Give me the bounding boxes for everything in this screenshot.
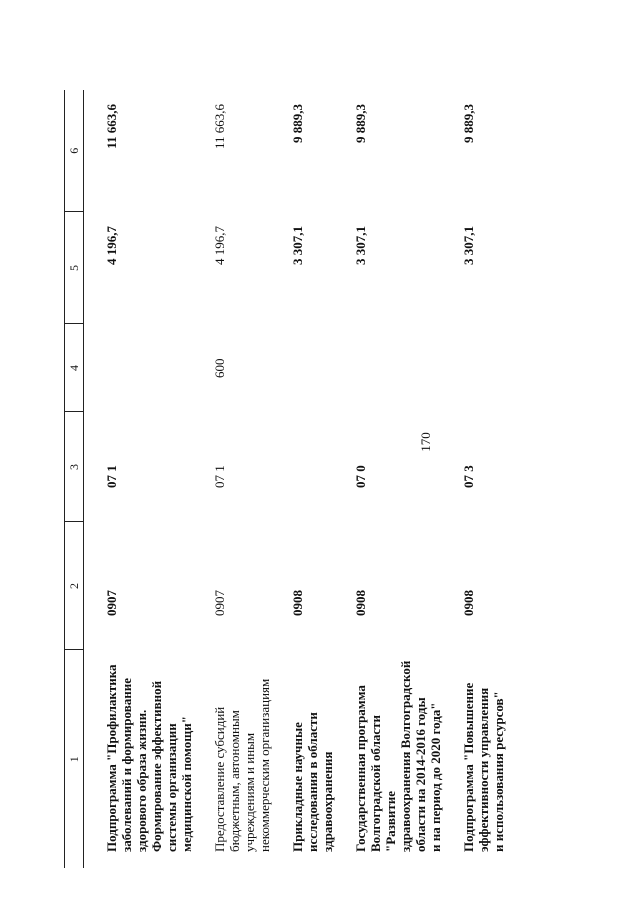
amount-col5: 4 196,7: [212, 226, 227, 265]
row-name-line: и использования ресурсов": [491, 691, 506, 852]
amount-col6: 9 889,3: [461, 104, 476, 143]
column-header-3: 3: [65, 412, 84, 522]
expense-type-code: [353, 324, 461, 412]
table-row: [461, 90, 524, 868]
amount-col6: 9 889,3: [290, 104, 305, 143]
row-name-line: здравоохранения: [320, 751, 335, 852]
amount-col5: 3 307,1: [353, 226, 368, 265]
amount-col5: 3 307,1: [290, 226, 305, 265]
budget-table-sheet: [64, 90, 560, 868]
column-header-1: 1: [65, 650, 84, 868]
section-code: 0908: [461, 590, 476, 616]
amount-col5: 4 196,7: [104, 226, 119, 265]
row-name-line: системы организации: [164, 723, 179, 852]
row-name-line: Государственная программа: [353, 685, 368, 852]
budget-table: [64, 90, 524, 868]
expense-type-code: [84, 324, 213, 412]
target-code: [290, 412, 353, 522]
expense-type-code: 600: [212, 358, 227, 378]
section-code: 0908: [290, 590, 305, 616]
row-name-line: области на 2014-2016 годы: [413, 697, 428, 852]
row-name-line: исследования в области: [305, 712, 320, 852]
amount-col6: 11 663,6: [212, 104, 227, 150]
target-code: 07 1: [104, 465, 119, 488]
row-name-line: Прикладные научные: [290, 722, 305, 852]
row-name-line: бюджетным, автономным: [227, 710, 242, 852]
target-code: 07 0: [353, 465, 368, 488]
row-name: [84, 650, 213, 868]
row-name-line: заболеваний и формирование: [119, 678, 134, 852]
row-name: [290, 650, 353, 868]
row-name-line: здравоохранения Волгоградской: [398, 660, 413, 852]
section-code: 0908: [353, 590, 368, 616]
table-header-row: [65, 90, 84, 868]
column-header-6: 6: [65, 90, 84, 212]
row-name-line: Предоставление субсидий: [212, 706, 227, 852]
column-header-2: 2: [65, 522, 84, 650]
row-name-line: и на период до 2020 года": [428, 702, 443, 852]
row-name: [353, 650, 461, 868]
column-header-5: 5: [65, 212, 84, 324]
row-name: [461, 650, 524, 868]
target-code: 07 3: [461, 465, 476, 488]
row-name-line: учреждениям и иным: [242, 732, 257, 852]
row-name-line: Волгоградской области "Развитие: [368, 714, 398, 852]
expense-type-code: [461, 324, 524, 412]
target-code: 07 1: [212, 465, 227, 488]
table-row: [84, 90, 213, 868]
table-row: [212, 90, 290, 868]
row-name-line: Подпрограмма "Повышение: [461, 682, 476, 852]
amount-col6: 9 889,3: [353, 104, 368, 143]
table-row: [353, 90, 461, 868]
table-row: [290, 90, 353, 868]
row-name-line: эффективности управления: [476, 687, 491, 852]
expense-type-code: [290, 324, 353, 412]
row-name: [212, 650, 290, 868]
section-code: 0907: [104, 590, 119, 616]
row-name-line: Формирование эффективной: [149, 680, 164, 852]
section-code: 0907: [212, 590, 227, 616]
row-name-line: Подпрограмма "Профилактика: [104, 664, 119, 852]
row-name-line: здорового образа жизни.: [134, 709, 149, 852]
row-name-line: медицинской помощи": [179, 716, 194, 852]
amount-col5: 3 307,1: [461, 226, 476, 265]
page-number: 170: [418, 432, 433, 452]
amount-col6: 11 663,6: [104, 104, 119, 149]
column-header-4: 4: [65, 324, 84, 412]
row-name-line: некоммерческим организациям: [257, 678, 272, 852]
